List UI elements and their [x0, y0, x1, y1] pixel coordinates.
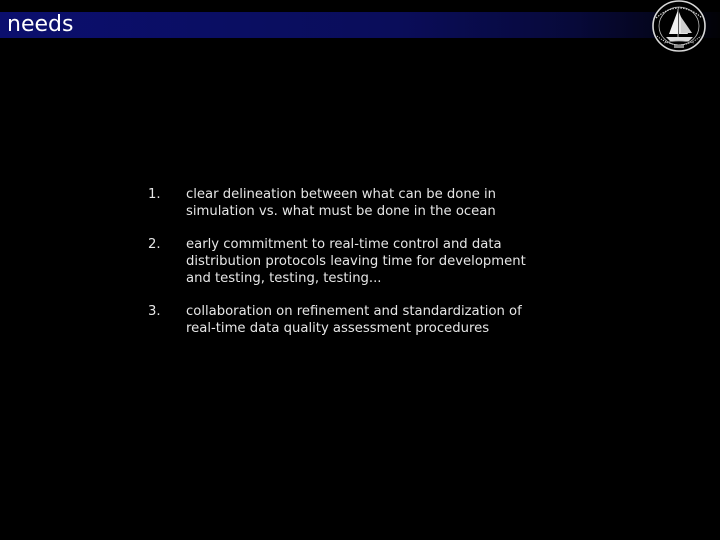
ship-seal-logo-icon [648, 0, 710, 54]
list-item-text: clear delineation between what can be done in simulation vs. what must be done in the ocean [186, 187, 497, 219]
list-item [148, 236, 568, 287]
list-item-number: 2. [148, 237, 161, 252]
list-item-text: collaboration on refinement and standardization of real-time data quality assessment procedures [186, 304, 522, 336]
slide-title: needs [7, 12, 74, 37]
ship-seal-svg [648, 0, 710, 54]
list-item-number: 3. [148, 304, 161, 319]
list-item [148, 186, 568, 220]
numbered-list [148, 186, 568, 337]
title-bar [0, 12, 720, 38]
list-item-number: 1. [148, 187, 161, 202]
list-item [148, 303, 568, 337]
list-item-text: early commitment to real-time control and data distribution protocols leaving time for development and testing, testing, testing... [186, 237, 526, 286]
